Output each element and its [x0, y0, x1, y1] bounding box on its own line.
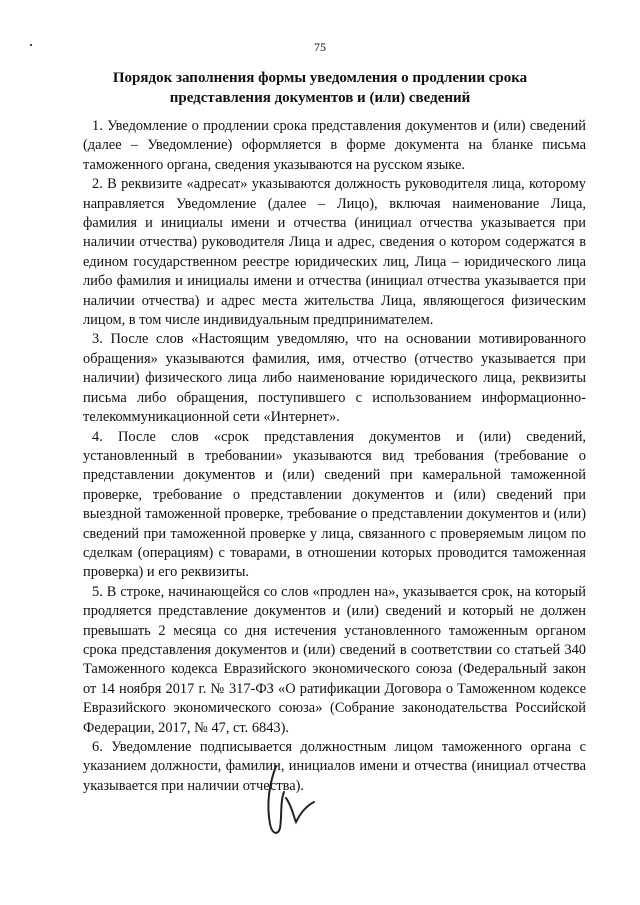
- paragraph-4: 4. После слов «срок представления документов и (или) сведений, установленный в требовании» указываются вид требования (требование о представлении документов и (или) сведений при камеральной таможенной проверке, требование о представлении документов и (или) сведений при выездной таможенной проверке, требование о представлении документов и (или) сведений при таможенной проверке у лица, связанного с проверяемым лицом по сделкам (операциям) с товарами, в отношении которых проводится таможенная проверка) и его реквизиты.: [83, 428, 586, 581]
- title-line-2: представления документов и (или) сведений: [169, 90, 471, 106]
- document-body: [83, 117, 586, 796]
- paragraph-2: 2. В реквизите «адресат» указываются должность руководителя лица, которому направляется Уведомление (далее – Лицо), включая наименование Лица, фамилия и инициалы имени и отчества (инициал отчества указывается при наличии отчества) руководителя Лица и адрес, сведения о котором содержатся в едином государственном реестре юридических лиц, Лица – юридического лица либо фамилия и инициалы имени и отчества (инициал отчества указывается при наличии отчества) и адрес места жительства Лица, являющегося физическим лицом, в том числе индивидуальным предпринимателем.: [83, 176, 586, 329]
- title-line-1: Порядок заполнения формы уведомления о продлении срока: [112, 70, 528, 86]
- handwritten-signature: [258, 762, 328, 842]
- paragraph-6: 6. Уведомление подписывается должностным лицом таможенного органа с указанием должности, фамилии, инициалов имени и отчества (инициал отчества указывается при наличии отчества).: [83, 739, 586, 794]
- paragraph-3: 3. После слов «Настоящим уведомляю, что на основании мотивированного обращения» указываются фамилия, имя, отчество (отчество указывается при наличии) физического лица либо наименование юридического лица, реквизиты письма либо обращения, поступившего с использованием информационно-телекоммуникационной сети «Интернет».: [83, 331, 586, 426]
- paragraph-1: 1. Уведомление о продлении срока представления документов и (или) сведений (далее – Уведомление) оформляется в форме документа на бланке письма таможенного органа, сведения указываются на русском языке.: [83, 118, 586, 173]
- paragraph-5: 5. В строке, начинающейся со слов «продлен на», указывается срок, на который продляется представление документов и (или) сведений и который не должен превышать 2 месяца со дня истечения установленного таможенным органом срока представления документов и (или) сведений в соответствии со статьей 340 Таможенного кодекса Евразийского экономического союза (Федеральный закон от 14 ноября 2017 г. № 317-ФЗ «О ратификации Договора о Таможенном кодексе Евразийского экономического союза» (Собрание законодательства Российской Федерации, 2017, № 47, ст. 6843).: [83, 583, 586, 736]
- page-number: 75: [314, 40, 326, 54]
- document-title: [70, 68, 570, 108]
